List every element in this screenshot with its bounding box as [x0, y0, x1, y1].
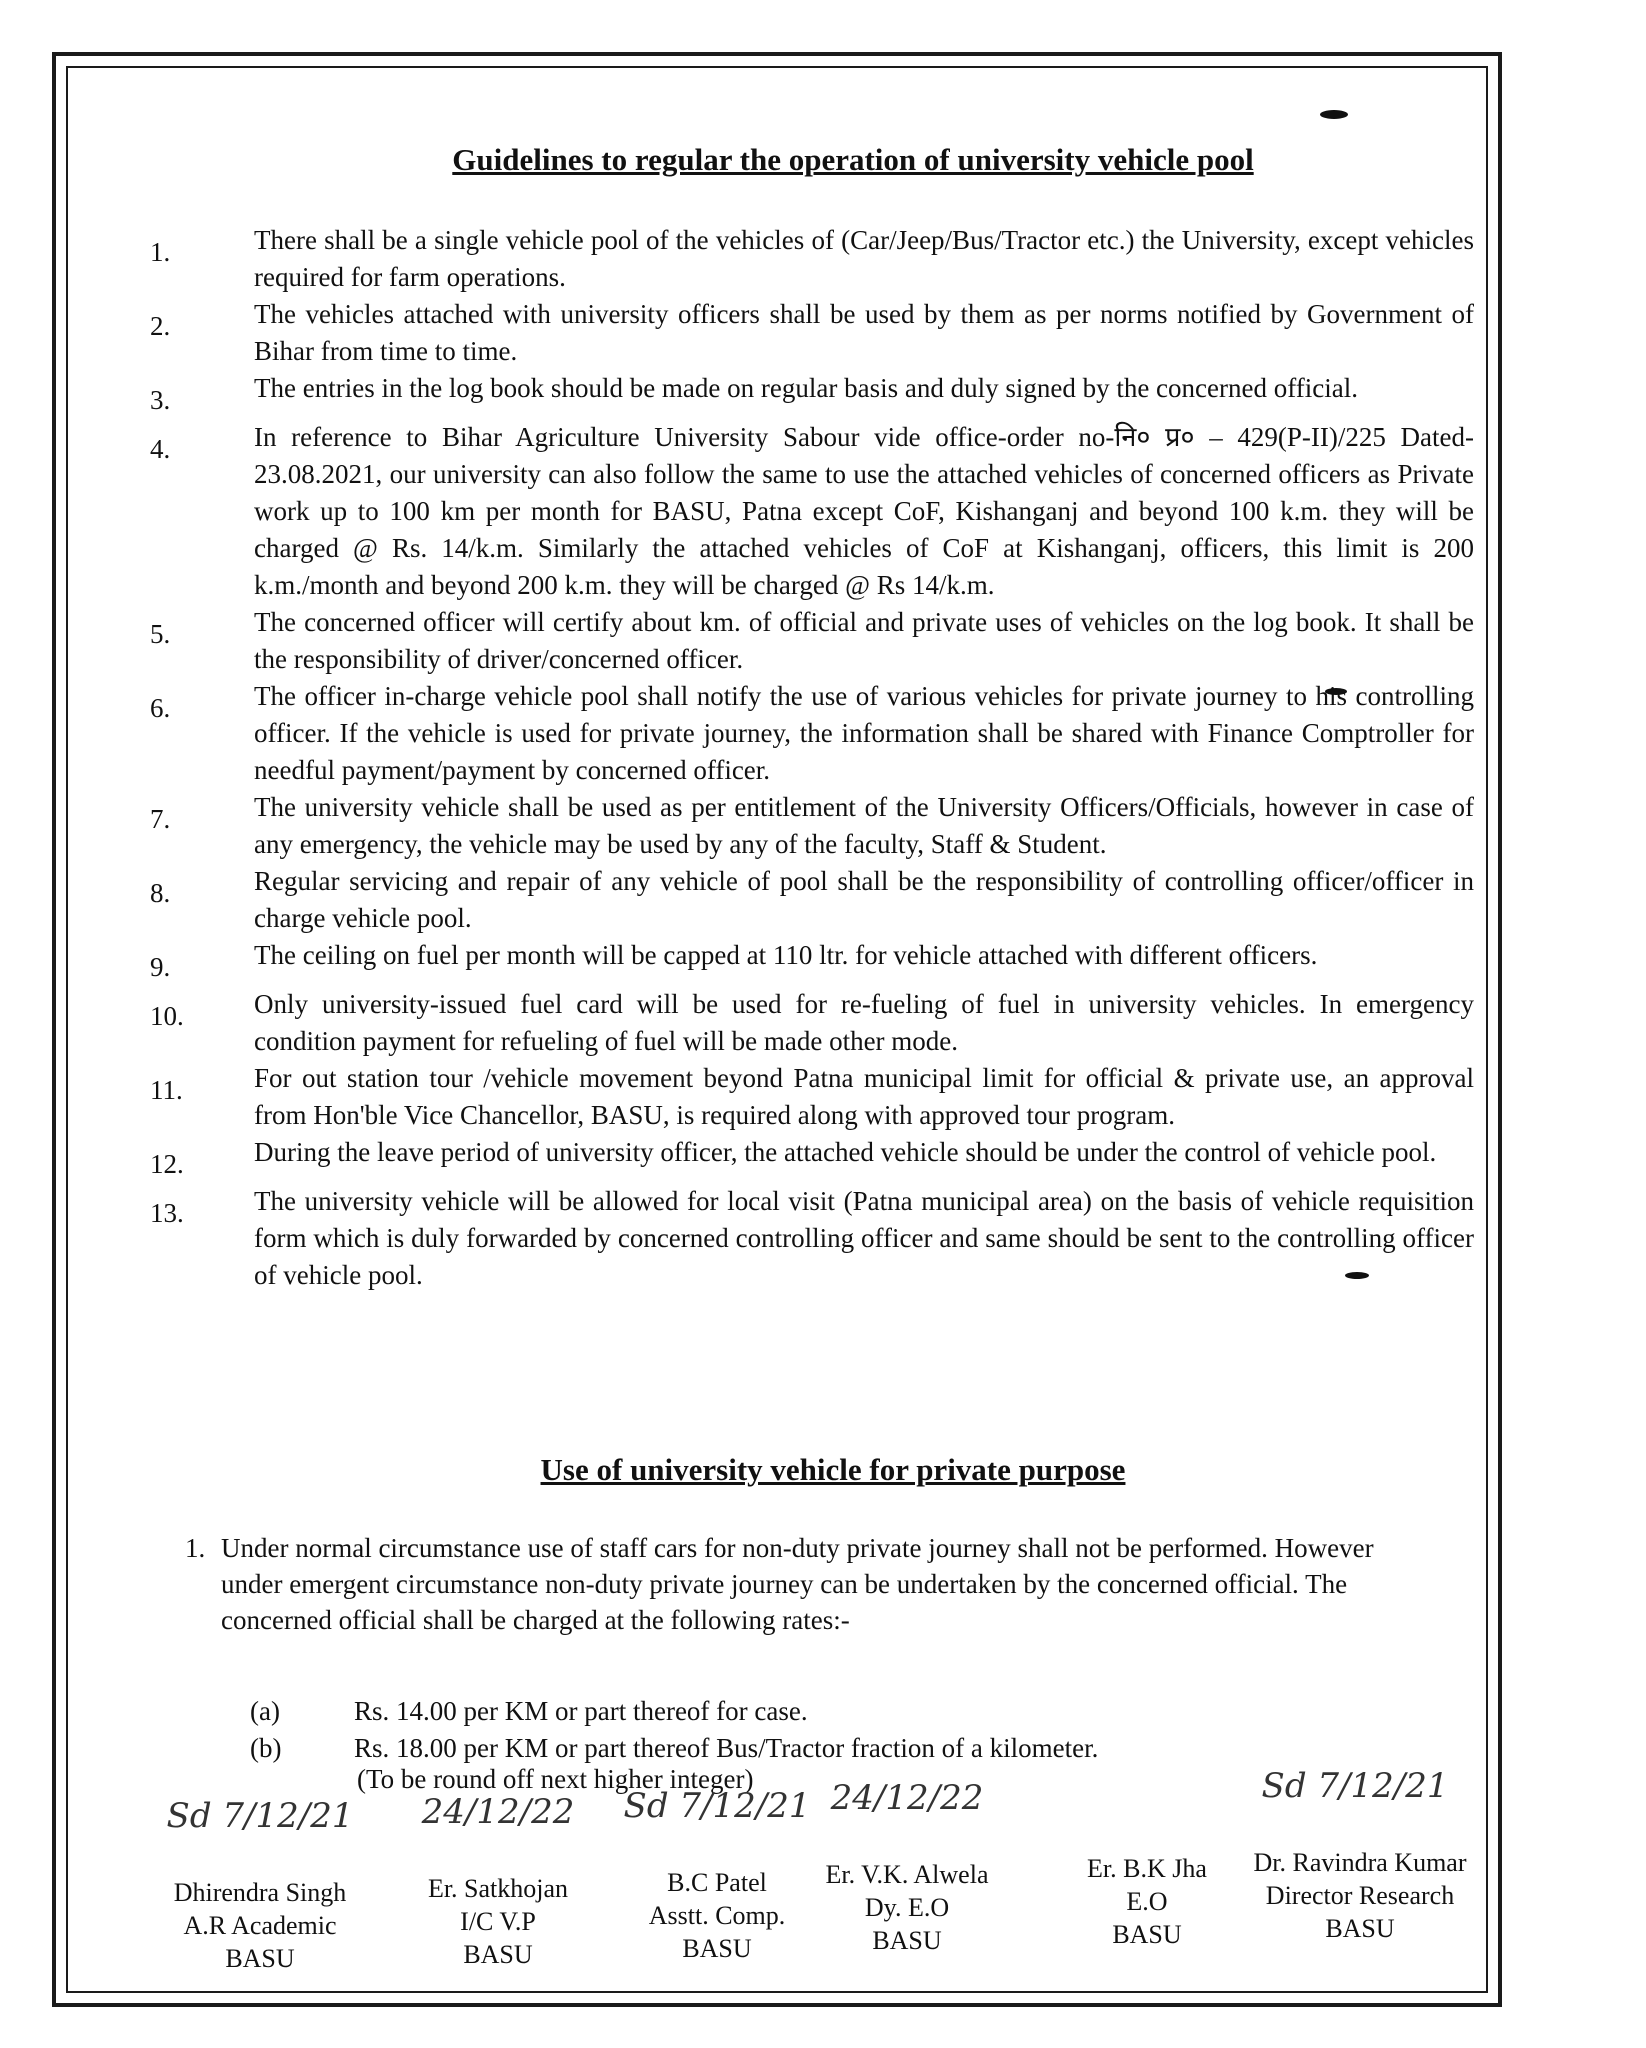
list-item — [150, 604, 1480, 678]
item-text: The officer in-charge vehicle pool shall notify the use of various vehicles for private journey to his controlling officer. If the vehicle is used for private journey, the information shall be shared with Finance Comptroller for needful payment/payment by concerned officer. — [254, 681, 1474, 785]
signatory-org: BASU — [682, 1934, 752, 1963]
list-item — [150, 1183, 1480, 1294]
item-text: There shall be a single vehicle pool of the vehicles of (Car/Jeep/Bus/Tractor etc.) the University, except vehicles required for farm operations. — [254, 225, 1474, 292]
item-number: 1. — [150, 237, 171, 267]
signatory-title: Dy. E.O — [864, 1893, 950, 1922]
item-number: 9. — [150, 952, 171, 982]
item-number: 8. — [150, 878, 171, 908]
signature-mark: Sd 7/12/21 — [623, 1790, 811, 1826]
item-number: 12. — [150, 1149, 184, 1179]
rate-note: (To be round off next higher integer) — [357, 1764, 754, 1794]
signature-block — [1032, 1776, 1262, 1951]
item-text: Only university-issued fuel card will be used for re-fueling of fuel in university vehicles. In emergency condition payment for refueling of fuel will be made other mode. — [254, 989, 1474, 1056]
list-item — [150, 296, 1480, 370]
item-number: 1. — [185, 1533, 206, 1563]
signatory-name: Er. Satkhojan — [427, 1874, 569, 1903]
list-item — [150, 222, 1480, 296]
item-number: 2. — [150, 311, 171, 341]
signatory-org: BASU — [1112, 1920, 1182, 1949]
rate-label: (b) — [250, 1733, 282, 1763]
list-item — [150, 863, 1480, 937]
list-item — [150, 986, 1480, 1060]
signature-mark — [1032, 1776, 1262, 1866]
scan-speck — [1320, 110, 1348, 119]
signature-block — [145, 1800, 375, 1975]
signatory-name: Dhirendra Singh — [173, 1878, 347, 1907]
signature-mark: 24/12/22 — [421, 1796, 575, 1832]
item-text: The vehicles attached with university officers shall be used by them as per norms notified by Government of Bihar from time to time. — [254, 299, 1474, 366]
signature-block — [1240, 1770, 1480, 1945]
list-item — [185, 1530, 1445, 1638]
signatory-name: Er. B.K Jha — [1087, 1854, 1207, 1883]
signature-block — [792, 1782, 1022, 1957]
signature-mark: Sd 7/12/21 — [1261, 1770, 1449, 1806]
signatory-title: Asstt. Comp. — [648, 1901, 786, 1930]
item-text: For out station tour /vehicle movement beyond Patna municipal limit for official & private use, an approval from Hon'ble Vice Chancellor, BASU, is required along with approved tour program. — [254, 1063, 1474, 1130]
item-text: The ceiling on fuel per month will be capped at 110 ltr. for vehicle attached with different officers. — [254, 940, 1318, 970]
list-item — [150, 419, 1480, 604]
item-text: The university vehicle shall be used as per entitlement of the University Officers/Officials, however in case of any emergency, the vehicle may be used by any of the faculty, Staff & Student. — [254, 792, 1474, 859]
rate-label: (a) — [250, 1696, 280, 1726]
signatory-title: A.R Academic — [183, 1911, 337, 1940]
signature-block — [383, 1796, 613, 1971]
item-number: 7. — [150, 804, 171, 834]
rate-item — [250, 1730, 1098, 1767]
signatory-title: Director Research — [1265, 1881, 1455, 1910]
item-text: Regular servicing and repair of any vehicle of pool shall be the responsibility of controlling officer/officer in charge vehicle pool. — [254, 866, 1474, 933]
item-number: 13. — [150, 1198, 184, 1228]
item-text: During the leave period of university officer, the attached vehicle should be under the control of vehicle pool. — [254, 1137, 1437, 1167]
item-number: 10. — [150, 1001, 184, 1031]
signatory-org: BASU — [225, 1944, 295, 1973]
list-item — [150, 370, 1480, 419]
rate-text: Rs. 14.00 per KM or part thereof for case. — [354, 1696, 808, 1726]
item-text: The university vehicle will be allowed for local visit (Patna municipal area) on the basis of vehicle requisition form which is duly forwarded by concerned controlling officer and same should be sent to the controlling officer of vehicle pool. — [254, 1186, 1474, 1290]
list-item — [150, 1060, 1480, 1134]
signatory-title: E.O — [1126, 1887, 1168, 1916]
signatory-title: I/C V.P — [460, 1907, 536, 1936]
list-item — [150, 789, 1480, 863]
signatory-org: BASU — [1325, 1914, 1395, 1943]
item-text: Under normal circumstance use of staff cars for non-duty private journey shall not be performed. However under emergent circumstance non-duty private journey can be undertaken by the concerned official. The concerned official shall be charged at the following rates:- — [221, 1533, 1374, 1635]
item-text: The entries in the log book should be made on regular basis and duly signed by the concerned official. — [254, 373, 1358, 403]
rate-text: Rs. 18.00 per KM or part thereof Bus/Tractor fraction of a kilometer. — [354, 1733, 1099, 1763]
rate-item — [250, 1693, 1098, 1730]
page-title: Guidelines to regular the operation of university vehicle pool — [452, 142, 1254, 177]
signature-mark: 24/12/22 — [830, 1782, 984, 1818]
signature-mark: Sd 7/12/21 — [166, 1800, 354, 1836]
item-number: 5. — [150, 619, 171, 649]
private-use-clause — [185, 1530, 1445, 1638]
rates-list — [250, 1693, 1098, 1767]
item-text: The concerned officer will certify about km. of official and private uses of vehicles on the log book. It shall be the responsibility of driver/concerned officer. — [254, 607, 1474, 674]
signatory-name: Dr. Ravindra Kumar — [1253, 1848, 1467, 1877]
item-number: 11. — [150, 1075, 183, 1105]
signatory-org: BASU — [872, 1926, 942, 1955]
list-item — [150, 678, 1480, 789]
item-number: 4. — [150, 434, 171, 464]
item-number: 3. — [150, 385, 171, 415]
list-item — [150, 937, 1480, 986]
guidelines-list — [150, 222, 1480, 1294]
item-text: In reference to Bihar Agriculture University Sabour vide office-order no-नि० प्र० – 429(P-II)/225 Dated- 23.08.2021, our university can also follow the same to use the attached vehicles of concerned officers as Private work up to 100 km per month for BASU, Patna except CoF, Kishanganj and beyond 100 k.m. they will be charged @ Rs. 14/k.m. Similarly the attached vehicles of CoF at Kishanganj, officers, this limit is 200 k.m./month and beyond 200 k.m. they will be charged @ Rs 14/k.m. — [254, 422, 1474, 600]
signatory-name: B.C Patel — [667, 1868, 767, 1897]
signatory-name: Er. V.K. Alwela — [825, 1860, 989, 1889]
item-number: 6. — [150, 693, 171, 723]
section-title: Use of university vehicle for private purpose — [540, 1452, 1126, 1487]
signatory-org: BASU — [463, 1940, 533, 1969]
list-item — [150, 1134, 1480, 1183]
